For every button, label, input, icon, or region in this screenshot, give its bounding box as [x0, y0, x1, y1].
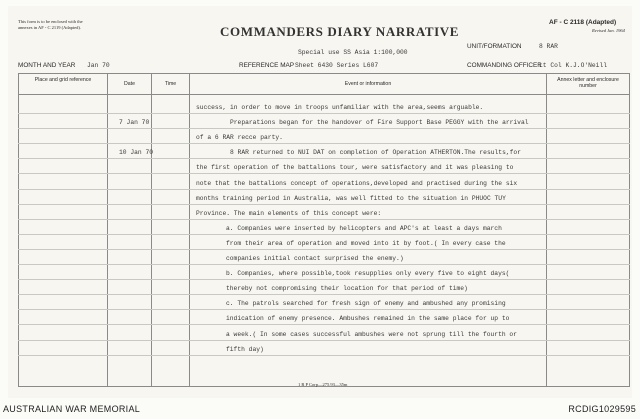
- row-rule: [18, 324, 630, 325]
- entry-text: thereby not compromising their location for that period of time): [226, 285, 468, 293]
- row-rule: [18, 249, 630, 250]
- entry-text: the first operation of the battalions tour, were satisfactory and it was pleasing to: [196, 164, 514, 172]
- footer-record-id: RCDIG1029595: [568, 404, 636, 414]
- special-use: Special use SS Asia 1:100,000: [298, 49, 408, 56]
- row-rule: [18, 158, 630, 159]
- row-rule: [18, 279, 630, 280]
- row-rule: [18, 113, 630, 114]
- row-rule: [18, 264, 630, 265]
- reference-map-label: REFERENCE MAP: [239, 62, 295, 69]
- column-head-date: Date: [124, 81, 135, 87]
- document-title: COMMANDERS DIARY NARRATIVE: [220, 24, 460, 39]
- form-revised: Revised Jan. 1964: [592, 28, 625, 33]
- entry-date: 10 Jan 70: [119, 149, 154, 157]
- entry-text: companies initial contact surprised the enemy.): [226, 255, 404, 262]
- row-rule: [18, 204, 630, 205]
- diary-page: [8, 6, 632, 398]
- entry-text: a. Companies were inserted by helicopters and APC's at least a days march: [226, 224, 502, 232]
- entry-text: fifth day): [226, 345, 264, 353]
- entry-text: note that the battalions concept of operations,developed and practised during the six: [196, 179, 518, 187]
- table-top-rule: [18, 73, 630, 74]
- entry-text: months training period in Australia, was well fitted to the situation in PHUOC TUY: [196, 194, 506, 202]
- reference-map-value: Sheet 6430 Series L607: [295, 62, 379, 69]
- entry-text: from their area of operation and moved into it by foot.( In every case the: [226, 239, 506, 247]
- column-head-annex: Annex letter and enclosure number: [557, 77, 619, 89]
- entry-text: Province. The main elements of this concept were:: [196, 209, 382, 217]
- commanding-officer-label: COMMANDING OFFICER: [467, 62, 542, 69]
- row-rule: [18, 309, 630, 310]
- form-code: AF - C 2118 (Adapted): [549, 19, 617, 26]
- row-rule: [18, 128, 630, 129]
- entry-date: 7 Jan 70: [119, 119, 150, 127]
- row-rule: [18, 219, 630, 220]
- unit-value: 8 RAR: [539, 43, 558, 50]
- entry-text: of a 6 RAR recce party.: [196, 134, 283, 142]
- row-rule: [18, 234, 630, 235]
- entry-text: c. The patrols searched for fresh sign of enemy and ambushed any promising: [226, 300, 506, 308]
- entry-text: b. Companies, where possible,took resupplies only every five to eight days(: [226, 270, 510, 278]
- print-line: 1 R P Corp—275.93—35m: [298, 382, 348, 387]
- table-header-rule: [18, 94, 630, 95]
- month-value: Jan 70: [87, 62, 110, 69]
- unit-label: UNIT/FORMATION: [467, 43, 522, 50]
- row-rule: [18, 355, 630, 356]
- footer-archive-name: AUSTRALIAN WAR MEMORIAL: [3, 404, 141, 414]
- commanding-officer-value: Lt Col K.J.O'Neill: [539, 62, 608, 69]
- column-head-event: Event or information: [344, 81, 392, 87]
- entry-text: indication of enemy presence. Ambushes remained in the same place for up to: [226, 315, 510, 323]
- entry-text: a week.( In some cases successful ambushes were not sprung till the fourth or: [226, 330, 517, 338]
- form-note-line2: annexes in AF - C 2119 (Adapted).: [18, 25, 81, 30]
- column-head-time: Time: [164, 81, 177, 87]
- entry-text: success, in order to move in troops unfamiliar with the area,seems arguable.: [196, 104, 484, 111]
- month-label: MONTH AND YEAR: [18, 62, 76, 69]
- row-rule: [18, 143, 630, 144]
- entry-text: 8 RAR returned to NUI DAT on completion of Operation ATHERTON.The results,for: [230, 149, 521, 157]
- row-rule: [18, 173, 630, 174]
- row-rule: [18, 189, 630, 190]
- form-note-line1: This form is to be enclosed with the: [18, 19, 83, 24]
- row-rule: [18, 340, 630, 341]
- entry-text: Preparations began for the handover of Fire Support Base PEGGY with the arrival: [230, 119, 529, 127]
- column-head-place: Place and grid reference: [34, 77, 92, 83]
- row-rule: [18, 294, 630, 295]
